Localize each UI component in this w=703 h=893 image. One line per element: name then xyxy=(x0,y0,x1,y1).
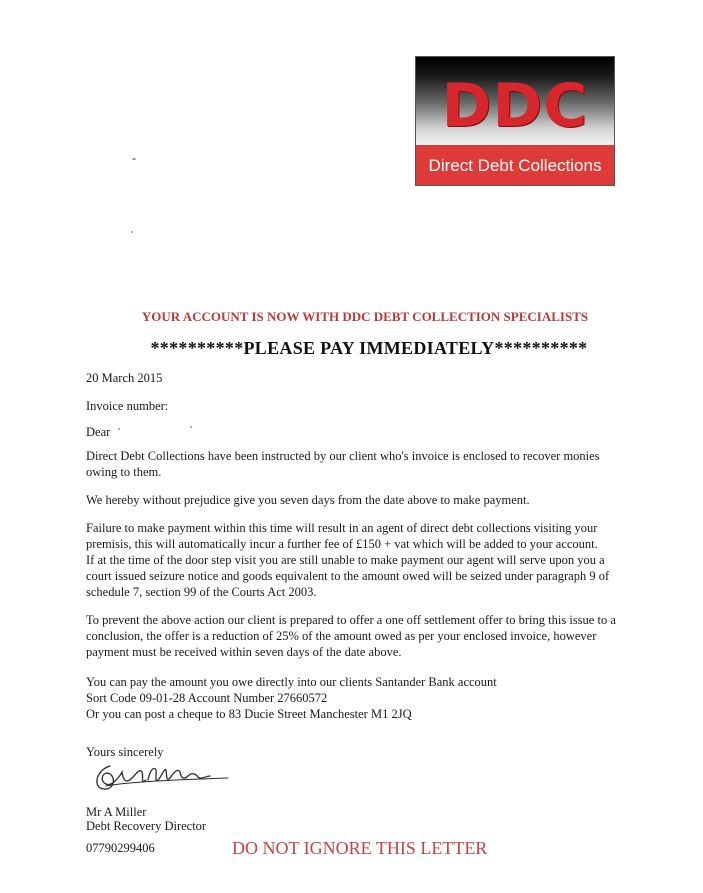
signatory-name: Mr A Miller xyxy=(86,805,147,819)
paragraph-line: Or you can post a cheque to 83 Ducie Street Manchester M1 2JQ xyxy=(86,707,412,721)
signatory-title: Debt Recovery Director xyxy=(86,819,207,833)
paragraph-line: To prevent the above action our client is prepared to offer a one off settlement offer to bring this issue to a xyxy=(86,613,616,627)
invoice-number-label: Invoice number: xyxy=(86,399,169,413)
pay-immediately-heading: **********PLEASE PAY IMMEDIATELY********** xyxy=(150,338,588,358)
paragraph-line: Direct Debt Collections have been instructed by our client who's invoice is enclosed to recover monies xyxy=(86,449,600,463)
scan-speck xyxy=(131,231,133,233)
paragraph-line: conclusion, the offer is a reduction of 25% of the amount owed as per your enclosed invoice, however xyxy=(86,629,597,643)
logo-mark xyxy=(416,57,614,145)
paragraph-line: Sort Code 09-01-28 Account Number 27660572 xyxy=(86,691,328,705)
paragraph-consequences xyxy=(86,520,646,600)
phone-number: 07790299406 xyxy=(86,841,155,855)
scan-speck xyxy=(118,428,120,430)
handwritten-signature xyxy=(88,758,233,798)
paragraph-line: owing to them. xyxy=(86,465,162,479)
paragraph-line: You can pay the amount you owe directly into our clients Santander Bank account xyxy=(86,675,497,689)
company-logo xyxy=(415,56,615,186)
account-heading: YOUR ACCOUNT IS NOW WITH DDC DEBT COLLECTION SPECIALISTS xyxy=(141,309,589,324)
scan-speck xyxy=(132,158,136,160)
paragraph-payment-details xyxy=(86,674,646,722)
logo-letters: DDC xyxy=(441,71,589,141)
paragraph-instruction xyxy=(86,448,646,480)
paragraph-line: If at the time of the door step visit you are still unable to make payment our agent will serve upon you a xyxy=(86,553,605,567)
paragraph-settlement-offer xyxy=(86,612,646,660)
paragraph-line: court issued seizure notice and goods equivalent to the amount owed will be seized under paragraph 9 of xyxy=(86,569,610,583)
paragraph-line: schedule 7, section 99 of the Courts Act 2003. xyxy=(86,585,317,599)
warning-footer: DO NOT IGNORE THIS LETTER xyxy=(232,838,488,858)
scan-speck xyxy=(190,426,192,428)
salutation: Dear xyxy=(86,425,111,439)
paragraph-line: payment must be received within seven days of the date above. xyxy=(86,645,402,659)
logo-company-name: Direct Debt Collections xyxy=(416,145,614,186)
paragraph-seven-days xyxy=(86,492,646,508)
paragraph-line: Failure to make payment within this time will result in an agent of direct debt collections visiting your xyxy=(86,521,598,535)
paragraph-line: We hereby without prejudice give you seven days from the date above to make payment. xyxy=(86,493,530,507)
paragraph-line: premisis, this will automatically incur a further fee of £150 + vat which will be added to your account. xyxy=(86,537,598,551)
closing: Yours sincerely xyxy=(86,745,164,759)
letter-date: 20 March 2015 xyxy=(86,371,163,385)
